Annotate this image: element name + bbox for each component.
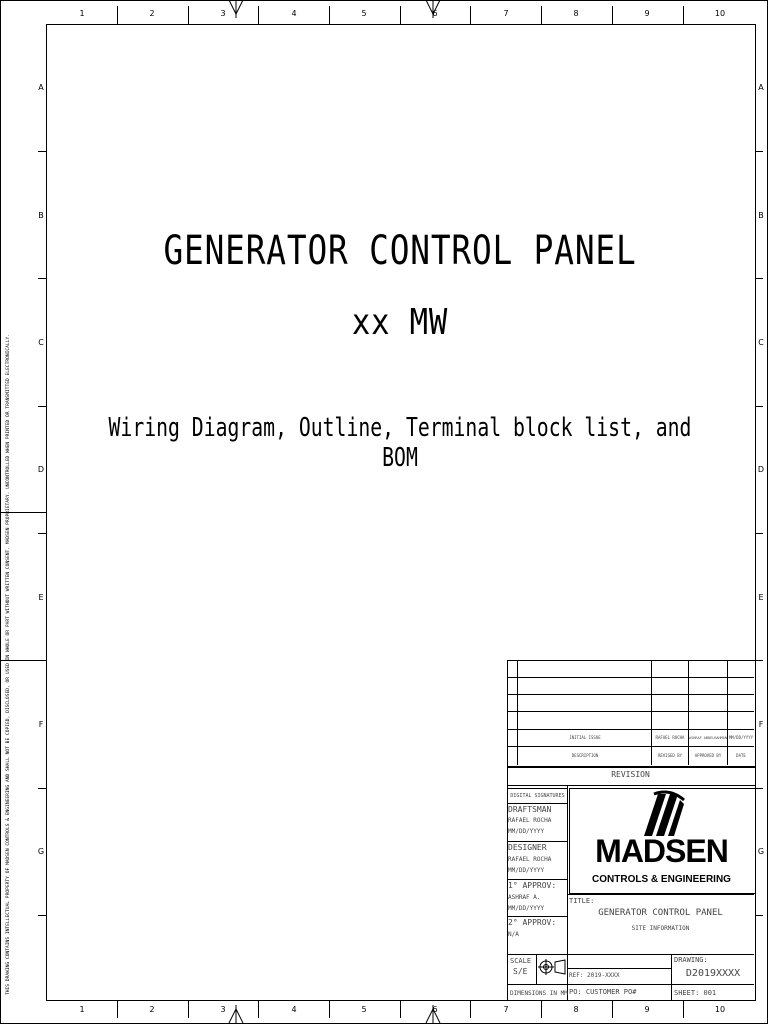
column-divider	[470, 1000, 471, 1018]
row-divider	[38, 915, 46, 916]
approver2-name: N/A	[508, 931, 519, 938]
column-label: 4	[291, 1005, 297, 1014]
column-divider	[612, 1000, 613, 1018]
column-divider	[541, 6, 542, 24]
column-label: 8	[573, 9, 579, 18]
draftsman-date: MM/DD/YYYY	[508, 828, 545, 835]
row-label: E	[758, 593, 764, 602]
rev-col-line	[688, 660, 689, 765]
approver1-name: ASHRAF A.	[508, 894, 541, 901]
row-label: C	[758, 338, 764, 347]
column-label: 2	[149, 9, 155, 18]
column-divider	[258, 6, 259, 24]
row-divider	[38, 151, 46, 152]
row-divider	[755, 533, 763, 534]
column-divider	[612, 6, 613, 24]
column-label: 10	[714, 9, 726, 18]
row-divider	[755, 788, 763, 789]
projection-symbol-icon	[538, 958, 566, 978]
column-label: 6	[432, 9, 438, 18]
row-divider	[755, 406, 763, 407]
centering-arrow-icon	[226, 1005, 246, 1023]
row-divider	[38, 533, 46, 534]
column-divider	[188, 6, 189, 24]
scale-label: SCALE	[510, 957, 532, 965]
column-divider	[329, 1000, 330, 1018]
column-divider	[188, 1000, 189, 1018]
row-divider	[755, 660, 763, 661]
column-label: 5	[361, 1005, 367, 1014]
column-label: 1	[79, 9, 85, 18]
po-number: PO: CUSTOMER PO#	[569, 988, 637, 996]
column-divider	[541, 1000, 542, 1018]
column-label: 3	[220, 9, 226, 18]
tb-col-line	[536, 954, 537, 984]
column-label: 3	[220, 1005, 226, 1014]
rev-date: MM/DD/YYYY	[728, 735, 754, 740]
row-label: G	[37, 847, 45, 856]
scale-value: S/E	[513, 967, 528, 976]
centering-arrow-icon	[226, 0, 246, 18]
draftsman-label: DRAFTSMAN	[508, 805, 552, 814]
rev-row-line	[507, 711, 754, 712]
title-value: GENERATOR CONTROL PANEL	[598, 908, 723, 918]
centering-arrow-icon	[423, 1005, 443, 1023]
row-label: D	[37, 465, 45, 474]
site-info: SITE INFORMATION	[631, 925, 690, 932]
approver2-label: 2° APPROV:	[508, 918, 557, 927]
brand-name: MADSEN	[595, 833, 728, 869]
column-divider	[258, 1000, 259, 1018]
drawing-label: DRAWING:	[674, 956, 708, 964]
column-divider	[329, 6, 330, 24]
rev-header-date: DATE	[736, 753, 746, 758]
designer-label: DESIGNER	[508, 843, 547, 852]
column-divider	[470, 6, 471, 24]
column-label: 8	[573, 1005, 579, 1014]
tb-row-line	[507, 984, 754, 985]
column-divider	[400, 6, 401, 24]
row-label: F	[758, 720, 764, 729]
row-label: B	[38, 211, 44, 220]
document-title: GENERATOR CONTROL PANEL	[163, 228, 637, 274]
column-label: 2	[149, 1005, 155, 1014]
centering-arrow-icon	[423, 0, 443, 18]
drawing-number: D2019XXXX	[685, 968, 741, 979]
rev-description: INITIAL ISSUE	[569, 735, 601, 740]
designer-name: RAFAEL ROCHA	[508, 856, 552, 863]
row-label: D	[757, 465, 765, 474]
rev-row-line	[507, 677, 754, 678]
column-divider	[400, 1000, 401, 1018]
title-label: TITLE:	[569, 897, 595, 905]
row-label: C	[38, 338, 44, 347]
column-divider	[683, 6, 684, 24]
approver1-date: MM/DD/YYYY	[508, 905, 545, 912]
column-label: 1	[79, 1005, 85, 1014]
column-label: 9	[644, 9, 650, 18]
document-subtitle: Wiring Diagram, Outline, Terminal block list, and BOM	[108, 413, 692, 473]
column-divider	[117, 6, 118, 24]
brand-tagline: CONTROLS & ENGINEERING	[592, 874, 731, 885]
proprietary-note: THIS DRAWING CONTAINS INTELLECTUAL PROPERTY OF MADSEN CONTROLS & ENGINEERING AND SHALL NOT BE COPIED, DISCLOSED, OR USED IN WHOLE OR PART WITHOUT WRITTEN CONSENT. MADSEN PROPRIETARY. UNCONTROLLED WHEN PRINTED OR TRANSMITTED ELECTRONICALLY.	[6, 334, 11, 995]
column-label: 6	[432, 1005, 438, 1014]
approver1-label: 1° APPROV:	[508, 881, 557, 890]
ref-number: REF: 2019-XXXX	[569, 972, 620, 979]
column-label: 7	[503, 1005, 509, 1014]
rev-col-line	[517, 660, 518, 765]
tb-row-line	[567, 968, 671, 969]
row-label: B	[758, 211, 764, 220]
tb-row-line	[507, 954, 754, 955]
row-label: F	[38, 720, 44, 729]
sheet-number: SHEET: 001	[674, 989, 717, 997]
rev-row-line	[507, 694, 754, 695]
rev-row-line	[507, 746, 754, 747]
madsen-logo-icon	[640, 790, 686, 836]
column-label: 9	[644, 1005, 650, 1014]
row-divider	[38, 406, 46, 407]
row-label: A	[758, 83, 764, 92]
rev-col-line	[727, 660, 728, 765]
column-label: 10	[714, 1005, 726, 1014]
power-rating: xx MW	[351, 302, 449, 343]
sig-divider	[507, 916, 568, 917]
row-divider	[38, 788, 46, 789]
row-label: E	[38, 593, 44, 602]
sig-divider	[507, 879, 568, 880]
rev-approved-by: ASHRAF ABDELRAHMAN	[689, 736, 727, 740]
rev-row-line	[507, 729, 754, 730]
row-divider	[755, 278, 763, 279]
dimensions-note: DIMENSIONS IN MM	[510, 990, 568, 997]
row-divider	[755, 151, 763, 152]
column-label: 7	[503, 9, 509, 18]
column-divider	[117, 1000, 118, 1018]
rev-header-description: DESCRIPTION	[571, 753, 599, 758]
sig-divider	[507, 841, 568, 842]
column-label: 4	[291, 9, 297, 18]
rev-header-revised-by: REVISED BY	[657, 753, 683, 758]
row-label: G	[757, 847, 765, 856]
designer-date: MM/DD/YYYY	[508, 867, 545, 874]
column-label: 5	[361, 9, 367, 18]
rev-col-line	[651, 660, 652, 765]
rev-header-approved-by: APPROVED BY	[694, 753, 722, 758]
signatures-heading: DIGITAL SIGNATURES	[510, 793, 565, 799]
row-divider	[38, 278, 46, 279]
row-divider	[755, 915, 763, 916]
revision-label: REVISION	[611, 770, 650, 779]
column-divider	[683, 1000, 684, 1018]
draftsman-name: RAFAEL ROCHA	[508, 817, 552, 824]
row-label: A	[38, 83, 44, 92]
rev-revised-by: RAFAEL ROCHA	[655, 735, 685, 740]
